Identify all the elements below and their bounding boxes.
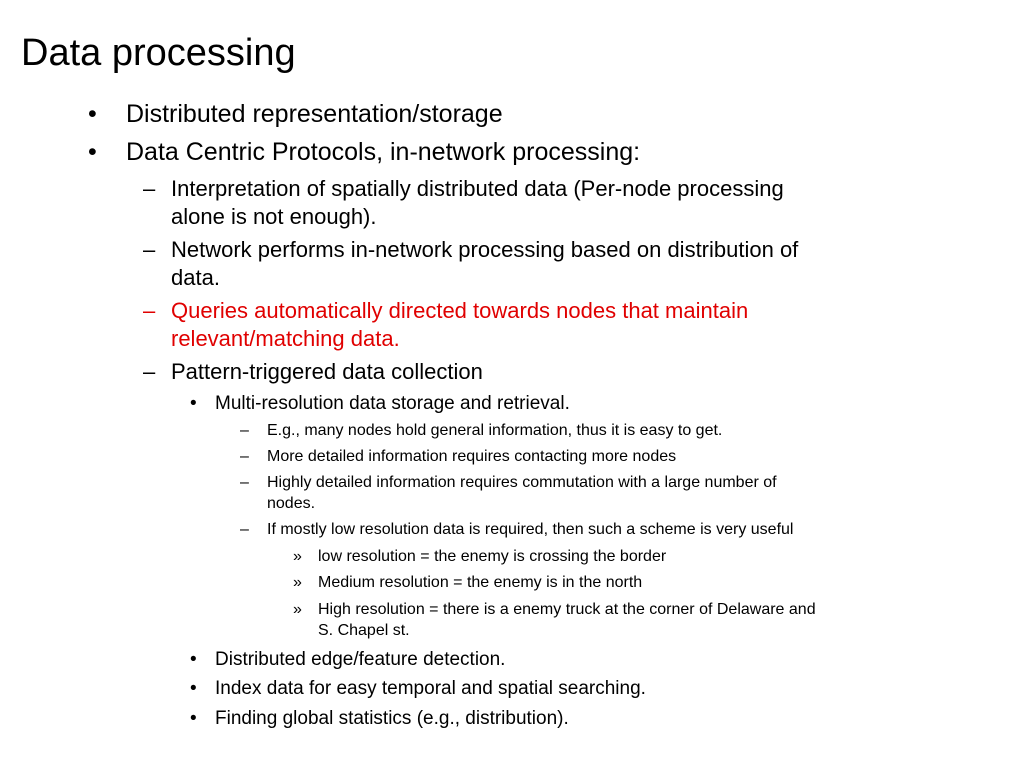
l4-mostly-low-resolution: If mostly low resolution data is required, then such a scheme is very useful [267, 521, 794, 538]
l4-more-detailed: More detailed information requires contacting more nodes [267, 448, 677, 465]
l4-highly-detailed-line-2: nodes. [267, 495, 316, 512]
l4-highly-detailed-line-1: Highly detailed information requires commutation with a large number of [267, 474, 777, 491]
dash-marker: – [240, 448, 249, 465]
dash-marker: – [143, 298, 156, 323]
dash-marker: – [240, 422, 249, 439]
l3-distributed-edge: Distributed edge/feature detection. [215, 649, 506, 670]
bullet-data-centric-protocols: Data Centric Protocols, in-network processing: [126, 138, 641, 166]
sub-pattern-triggered: Pattern-triggered data collection [171, 359, 483, 384]
chevron-marker: » [293, 601, 302, 618]
sub-network-performs-line-2: data. [171, 265, 220, 290]
sub-interpretation-line-1: Interpretation of spatially distributed data (Per-node processing [171, 176, 784, 201]
dash-marker: – [143, 176, 156, 201]
slide-title: Data processing [21, 32, 296, 74]
l3-multi-resolution: Multi-resolution data storage and retrieval. [215, 393, 570, 414]
l4-eg-many-nodes: E.g., many nodes hold general information, thus it is easy to get. [267, 422, 723, 439]
dash-marker: – [143, 359, 156, 384]
l5-low-resolution: low resolution = the enemy is crossing the border [318, 548, 667, 565]
dash-marker: – [240, 521, 249, 538]
bullet-marker: • [190, 708, 197, 729]
l5-high-resolution-line-2: S. Chapel st. [318, 622, 410, 639]
l3-global-statistics: Finding global statistics (e.g., distribution). [215, 708, 569, 729]
bullet-marker: • [190, 678, 197, 699]
l5-high-resolution-line-1: High resolution = there is a enemy truck at the corner of Delaware and [318, 601, 816, 618]
sub-network-performs-line-1: Network performs in-network processing based on distribution of [171, 237, 799, 262]
chevron-marker: » [293, 548, 302, 565]
bullet-marker: • [88, 138, 97, 166]
l3-index-data: Index data for easy temporal and spatial searching. [215, 678, 646, 699]
sub-interpretation-line-2: alone is not enough). [171, 204, 377, 229]
bullet-distributed-representation: Distributed representation/storage [126, 100, 503, 128]
dash-marker: – [143, 237, 156, 262]
bullet-marker: • [190, 393, 197, 414]
dash-marker: – [240, 474, 249, 491]
bullet-marker: • [88, 100, 97, 128]
sub-queries-line-1: Queries automatically directed towards nodes that maintain [171, 298, 749, 323]
chevron-marker: » [293, 574, 302, 591]
bullet-marker: • [190, 649, 197, 670]
sub-queries-line-2: relevant/matching data. [171, 326, 400, 351]
l5-medium-resolution: Medium resolution = the enemy is in the north [318, 574, 643, 591]
